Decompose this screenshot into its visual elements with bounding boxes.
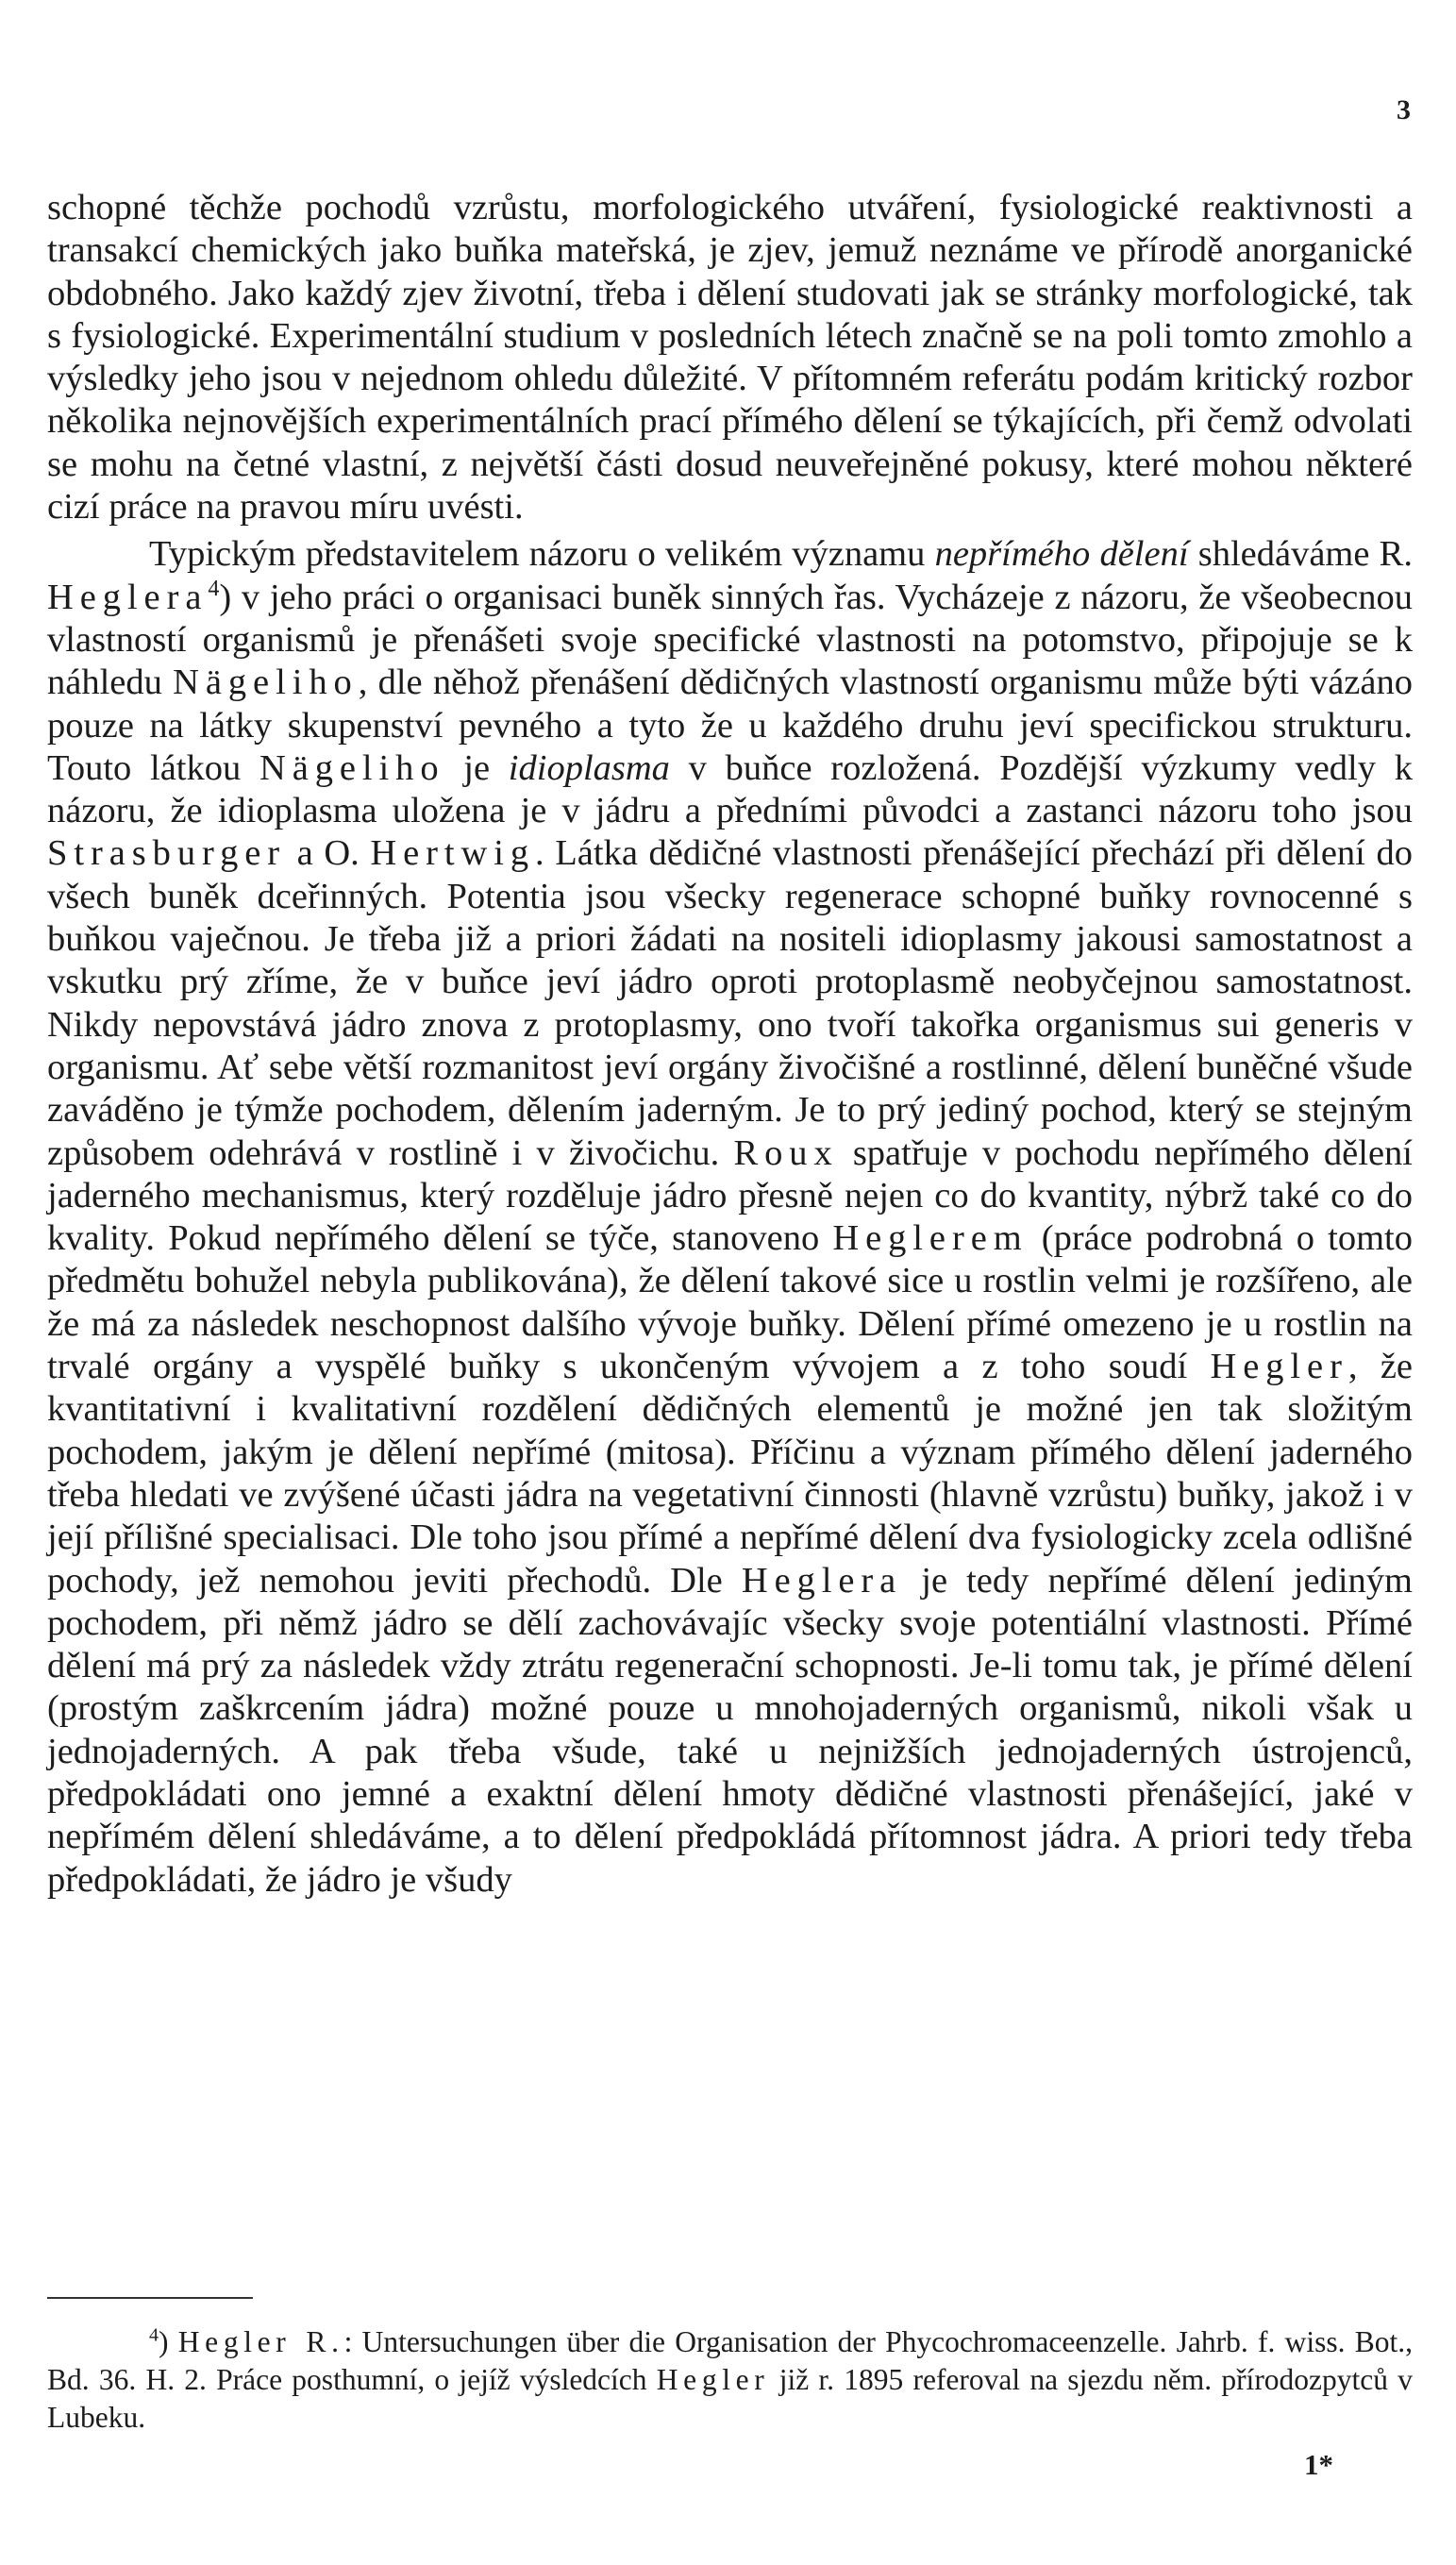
term-idioplasma: idioplasma — [508, 747, 670, 788]
footnote-text-1: ) — [159, 2325, 178, 2358]
p2-text-11: , že kvantitativní i kvalitativní rozdělení dědičných elementů je možné jen tak složitým pochodem, jakým je dělení nepřímé (mitosa). Příčinu a význam přímého dělení jaderného třeba hledati ve zvýšené účasti jádra na vegetativní činnosti (hlavně vzrůstu) buňky, jakož i v její přílišné specialisaci. Dle toho jsou přímé a nepřímé dělení dva fysiologicky zcela odlišné pochody, jež nemohou jeviti přechodů. Dle — [47, 1347, 1413, 1601]
author-hegler: Heglera — [741, 1560, 903, 1601]
footnote-reference: 4 — [208, 576, 220, 601]
author-strasburger: Strasburger — [47, 833, 287, 874]
author-hegler: Heglerem — [832, 1218, 1029, 1259]
footnote-author-ref: Hegler — [656, 2363, 770, 2396]
signature-mark: 1* — [1304, 2448, 1333, 2481]
author-nageli: Nägeliho — [173, 662, 359, 703]
author-roux: Roux — [733, 1132, 839, 1173]
author-hertwig: Hertwig — [370, 833, 536, 874]
p2-text-12: je tedy nepřímé dělení jediným pochodem, při němž jádro se dělí zachovávajíc všecky svoje potentiální vlastnosti. Přímé dělení má prý za následek vždy ztrátu regenerační schopnosti. Je-li tomu tak, je přímé dělení (prostým zaškrcením jádra) možné pouze u mnohojaderných organismů, nikoli však u jednojaderných. A pak třeba všude, také u nejnižších jednojaderných ústrojenců, předpokládati ono jemné a exaktní dělení hmoty dědičné vlastnosti přenášející, jaké v nepřímém dělení shledáváme, a to dělení předpokládá přítomnost jádra. A priori tedy třeba předpokládati, že jádro je všudy — [47, 1560, 1413, 1900]
footnote-text-3: již r. 1895 referoval na sjezdu něm. přírodozpytců v Lubeku. — [47, 2363, 1413, 2434]
footnote-author: Hegler R. — [177, 2325, 344, 2358]
author-hegler: Heglera — [47, 577, 209, 617]
footnote — [47, 2323, 1413, 2437]
p2-text-3: ) v jeho práci o organisaci buněk sinných řas. Vycházeje z názoru, že všeobecnou vlastností organismů je přenášeti svoje specifické vlastnosti na potomstvo, připojuje se k náhledu — [47, 577, 1413, 703]
p2-text-8: . Látka dědičné vlastnosti přenášející přechází při dělení do všech buněk dceřinných. Potentia jsou všecky regenerace schopné buňky rovnocenné s buňkou vaječnou. Je třeba již a priori žádati na nositeli idioplasmy jakousi samostatnost a vskutku prý zříme, že v buňce jeví jádro oproti protoplasmě neobyčejnou samostatnost. Nikdy nepovstává jádro znova z protoplasmy, ono tvoří takořka organismus sui generis v organismu. Ať sebe větší rozmanitost jeví orgány živočišné a rostlinné, dělení buněčné všude zaváděno je týmže pochodem, dělením jaderným. Je to prý jediný pochod, který se stejným způsobem odehrává v rostlině i v živočichu. — [47, 833, 1413, 1173]
p2-text-1: Typickým představitelem názoru o velikém významu — [149, 534, 935, 575]
p2-text-5: je — [444, 747, 509, 788]
author-nageli: Nägeliho — [259, 747, 445, 788]
p2-text-10: (práce podrobná o tomto předmětu bohužel nebyla publikována), že dělení takové sice u rostlin velmi je rozšířeno, ale že má za následek neschopnost dalšího vývoje buňky. Dělení přímé omezeno je u rostlin na trvalé orgány a vyspělé buňky s ukončeným vývojem a z toho soudí — [47, 1218, 1413, 1387]
page-number: 3 — [1397, 94, 1411, 126]
term-indirect-division: nepřímého dělení — [934, 534, 1189, 575]
p2-text-6: v buňce rozložená. Pozdější výzkumy vedly k názoru, že idioplasma uložena je v jádru a předními původci a zastanci názoru toho jsou — [47, 747, 1413, 831]
p2-text-7: a O. — [286, 833, 371, 874]
paragraph-1: schopné těchže pochodů vzrůstu, morfologického utváření, fysiologické reaktivnosti a transakcí chemických jako buňka mateřská, je zjev, jemuž neznáme ve přírodě anorganické obdobného. Jako každý zjev životní, třeba i dělení studovati jak se stránky morfologické, tak s fysiologické. Experimentální studium v posledních létech značně se na poli tomto zmohlo a výsledky jeho jsou v nejednom ohledu důležité. V přítomném referátu podám kritický rozbor několika nejnovějších experimentálních prací přímého dělení se týkajících, při čemž odvolati se mohu na četné vlastní, z největší části dosud neuveřejněné pokusy, které mohou některé cizí práce na pravou míru uvésti. — [47, 188, 1413, 528]
footnote-text-2: : Untersuchungen über die Organisation der Phycochromaceenzelle. Jahrb. f. wiss. Bot., Bd. 36. H. 2. Práce posthumní, o jejíž výsledcích — [47, 2325, 1413, 2396]
paragraph-2 — [47, 533, 1413, 1902]
footnote-mark: 4 — [149, 2324, 159, 2346]
p2-text-9: spatřuje v pochodu nepřímého dělení jaderného mechanismus, který rozděluje jádro přesně nejen co do kvantity, nýbrž také co do kvality. Pokud nepřímého dělení se týče, stanoveno — [47, 1132, 1414, 1259]
p2-text-2: shledáváme R. — [1188, 534, 1413, 575]
author-hegler: Hegler — [1210, 1347, 1348, 1387]
footnote-divider — [47, 2297, 253, 2299]
body-text — [47, 187, 1413, 1902]
p2-text-4: , dle něhož přenášení dědičných vlastností organismu může býti vázáno pouze na látky skupenství pevného a tyto že u každého druhu jeví specifickou strukturu. Touto látkou — [47, 662, 1413, 788]
